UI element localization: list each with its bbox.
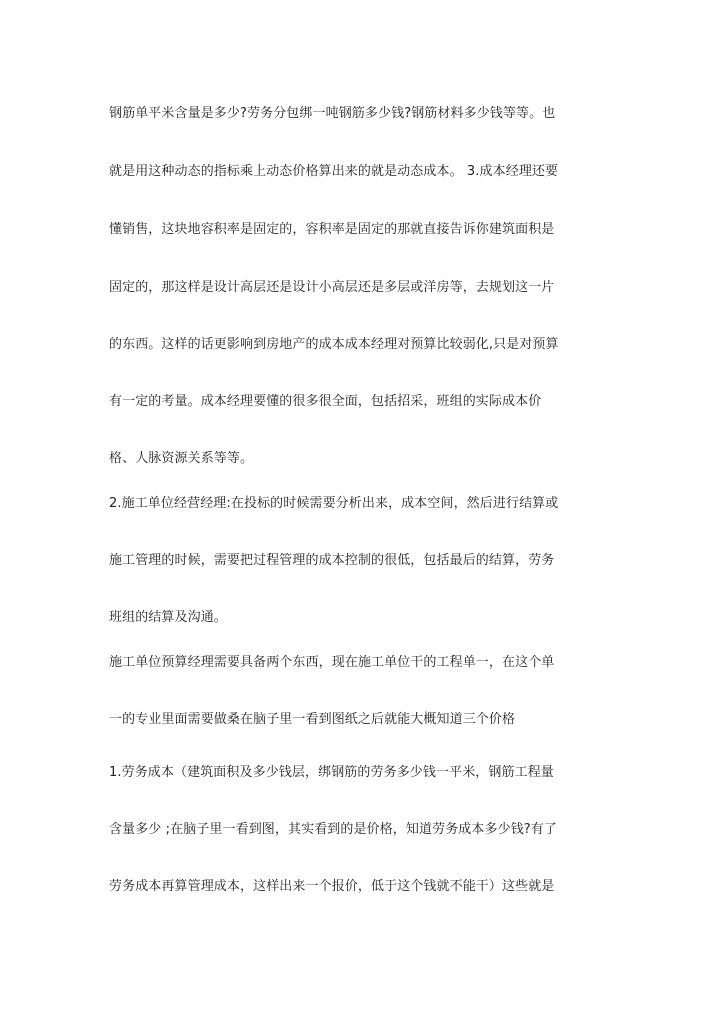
text-line: 2.施工单位经营经理:在投标的时候需要分析出来，成本空间，然后进行结算或 (109, 496, 559, 511)
text-line: 施工单位预算经理需要具备两个东西，现在施工单位干的工程单一，在这个单 (109, 655, 555, 670)
text-line: 固定的，那这样是设计高层还是设计小高层还是多层或洋房等，去规划这一片 (109, 280, 555, 295)
text-line: 一的专业里面需要做桑在脑子里一看到图纸之后就能大概知道三个价格 (109, 712, 516, 727)
text-line: 劳务成本再算管理成本，这样出来一个报价，低于这个钱就不能干）这些就是 (109, 879, 555, 894)
text-line: 施工管理的时候，需要把过程管理的成本控制的很低，包括最后的结算，劳务 (109, 553, 555, 568)
text-line: 就是用这种动态的指标乘上动态价格算出来的就是动态成本。 3.成本经理还要 (109, 164, 559, 179)
text-line: 格、人脉资源关系等等。 (109, 451, 254, 466)
text-line: 的东西。这样的话更影响到房地产的成本成本经理对预算比较弱化,只是对预算 (109, 337, 559, 352)
text-line: 有一定的考量。成本经理要懂的很多很全面，包括招采，班组的实际成本价 (109, 394, 542, 409)
text-line: 含量多少 ;在脑子里一看到图，其实看到的是价格，知道劳务成本多少钱?有了 (109, 822, 558, 837)
text-line: 懂销售，这块地容积率是固定的，容积率是固定的那就直接告诉你建筑面积是 (109, 222, 555, 237)
text-line: 班组的结算及沟通。 (109, 610, 227, 625)
text-line: 1.劳务成本（建筑面积及多少钱层，绑钢筋的劳务多少钱一平米，钢筋工程量 (109, 765, 554, 780)
text-line: 钢筋单平米含量是多少?劳务分包绑一吨钢筋多少钱?钢筋材料多少钱等等。也 (109, 106, 556, 121)
